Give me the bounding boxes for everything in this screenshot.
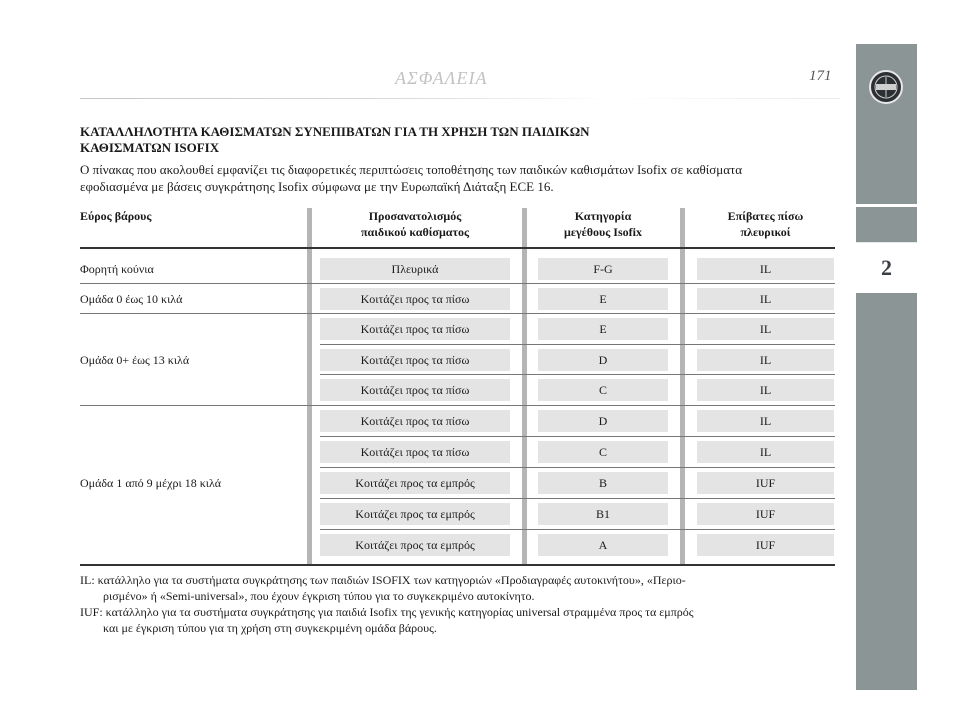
footnotes (80, 572, 840, 636)
intro-line-1: Ο πίνακας που ακολουθεί εμφανίζει τις διαφορετικές περιπτώσεις τοποθέτησης των παιδικών καθισμάτων Isofix σε καθίσματα (80, 162, 743, 177)
chapter-sidebar (856, 44, 917, 690)
size-cell: C (538, 441, 668, 463)
table-bottom-rule (80, 564, 835, 566)
chapter-number-tab[interactable]: 2 (856, 242, 917, 293)
size-cell: C (538, 379, 668, 401)
rear-cell: IL (697, 349, 834, 371)
page-title (80, 124, 840, 156)
size-cell: E (538, 288, 668, 310)
row-rule (320, 436, 835, 437)
header-rule (80, 98, 840, 99)
size-cell: F-G (538, 258, 668, 280)
column-divider (307, 208, 312, 564)
orientation-cell: Κοιτάζει προς τα πίσω (320, 379, 510, 401)
size-cell: A (538, 534, 668, 556)
rear-cell: IL (697, 258, 834, 280)
footnote-il-line-1: IL: κατάλληλο για τα συστήματα συγκράτησης των παιδιών ISOFIX των κατηγοριών «Προδιαγραφές αυτοκινήτου», «Περιο- (80, 573, 686, 587)
orientation-cell: Κοιτάζει προς τα πίσω (320, 288, 510, 310)
row-rule (320, 467, 835, 468)
header-size-category: Κατηγορία μεγέθους Isofix (564, 209, 642, 239)
rear-cell: IL (697, 318, 834, 340)
group-carrycot: Φορητή κούνια (80, 262, 154, 276)
rear-cell: IUF (697, 534, 834, 556)
row-rule (320, 498, 835, 499)
footnote-iuf-line-2: και με έγκριση τύπου για τη χρήση στη συγκεκριμένη ομάδα βάρους. (103, 621, 437, 635)
orientation-cell: Κοιτάζει προς τα πίσω (320, 349, 510, 371)
rear-cell: IL (697, 379, 834, 401)
header-orientation: Προσανατολισμός παιδικού καθίσματος (360, 209, 470, 239)
group-rule (80, 405, 835, 406)
orientation-cell: Κοιτάζει προς τα πίσω (320, 318, 510, 340)
size-cell: D (538, 410, 668, 432)
row-rule (320, 344, 835, 345)
rear-cell: IL (697, 441, 834, 463)
size-cell: E (538, 318, 668, 340)
section-title: ΑΣΦΑΛΕΙΑ (395, 68, 488, 88)
group-rule (80, 313, 835, 314)
size-cell: D (538, 349, 668, 371)
row-rule (320, 529, 835, 530)
intro-line-2: εφοδιασμένα με βάσεις συγκράτησης Isofix σύμφωνα με την Ευρωπαϊκή Διάταξη ECE 16. (80, 179, 554, 194)
footnote-iuf-line-1: IUF: κατάλληλο για τα συστήματα συγκράτησης για παιδιά Isofix της γενικής κατηγορίας universal στραμμένα προς τα εμπρός (80, 605, 694, 619)
sidebar-separator (856, 204, 917, 207)
column-divider (522, 208, 527, 564)
column-divider (680, 208, 685, 564)
rear-cell: IUF (697, 503, 834, 525)
group-rule (80, 283, 835, 284)
size-cell: B1 (538, 503, 668, 525)
orientation-cell: Πλευρικά (320, 258, 510, 280)
table-header-rule (80, 247, 835, 249)
page-number: 171 (809, 68, 832, 84)
title-line-1: ΚΑΤΑΛΛΗΛΟΤΗΤΑ ΚΑΘΙΣΜΑΤΩΝ ΣΥΝΕΠΙΒΑΤΩΝ ΓΙΑ ΤΗ ΧΡΗΣΗ ΤΩΝ ΠΑΙΔΙΚΩΝ (80, 124, 590, 139)
header-weight-range: Εύρος βάρους (80, 209, 152, 223)
orientation-cell: Κοιτάζει προς τα πίσω (320, 441, 510, 463)
rear-cell: IL (697, 288, 834, 310)
group-0-plus: Ομάδα 0+ έως 13 κιλά (80, 353, 190, 367)
size-cell: B (538, 472, 668, 494)
orientation-cell: Κοιτάζει προς τα εμπρός (320, 503, 510, 525)
group-1: Ομάδα 1 από 9 μέχρι 18 κιλά (80, 476, 222, 490)
header-rear-passengers: Επίβατες πίσω πλευρικοί (727, 209, 804, 239)
orientation-cell: Κοιτάζει προς τα πίσω (320, 410, 510, 432)
orientation-cell: Κοιτάζει προς τα εμπρός (320, 534, 510, 556)
orientation-cell: Κοιτάζει προς τα εμπρός (320, 472, 510, 494)
rear-cell: IL (697, 410, 834, 432)
footnote-il-line-2: ρισμένο» ή «Semi-universal», που έχουν έγκριση τύπου για το συγκεκριμένο αυτοκίνητο. (103, 589, 535, 603)
group-0: Ομάδα 0 έως 10 κιλά (80, 292, 183, 306)
row-rule (320, 374, 835, 375)
rear-cell: IUF (697, 472, 834, 494)
title-line-2: ΚΑΘΙΣΜΑΤΩΝ ISOFIX (80, 140, 220, 155)
lancia-logo (869, 70, 903, 104)
intro-paragraph (80, 161, 840, 195)
